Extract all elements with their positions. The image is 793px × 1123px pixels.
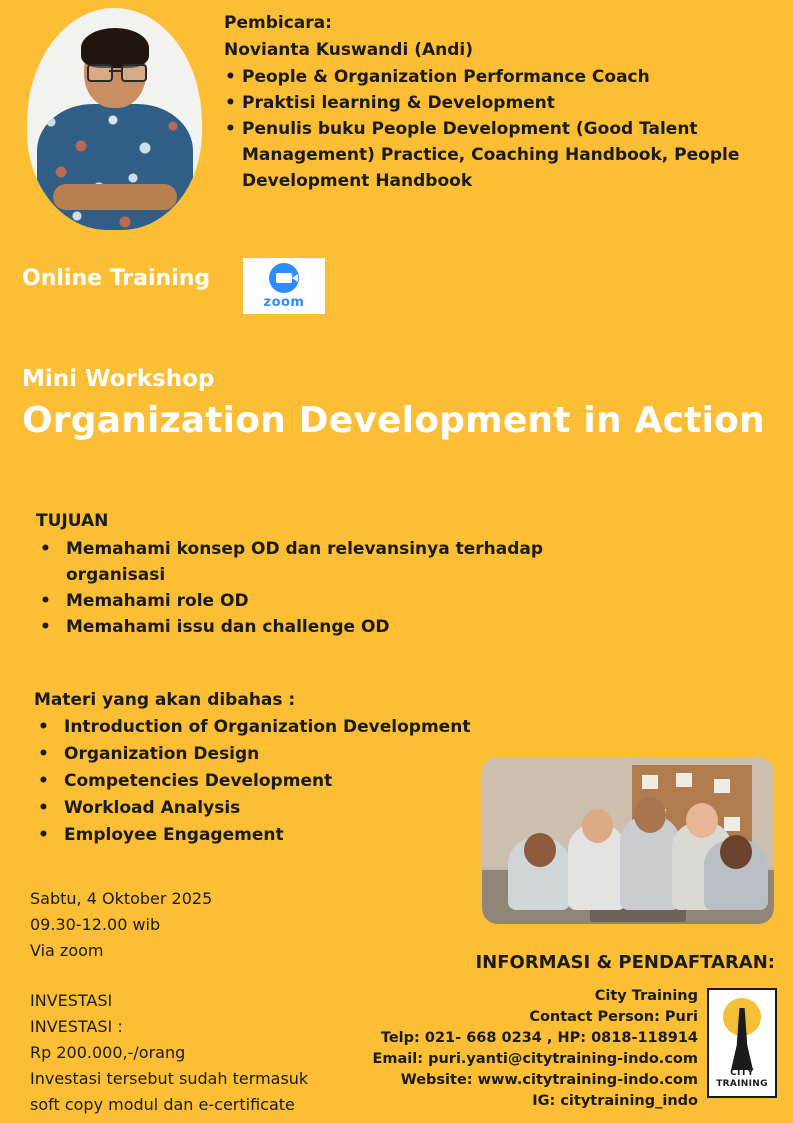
materials-heading: Materi yang akan dibahas : (34, 690, 296, 710)
list-item: • Competencies Development (34, 768, 504, 795)
photo-person-head (634, 797, 666, 833)
sticky-note (642, 775, 658, 789)
investment-heading: INVESTASI (30, 991, 113, 1010)
speaker-label: Pembicara: (224, 13, 332, 33)
email-address[interactable]: Email: puri.yanti@citytraining-indo.com (372, 1051, 698, 1067)
glasses-bridge (109, 70, 121, 72)
photo-person-head (720, 835, 752, 869)
objectives-list (36, 536, 556, 640)
sticky-note (724, 817, 740, 831)
list-item: • Memahami issu dan challenge OD (36, 614, 556, 640)
website-url[interactable]: Website: www.citytraining-indo.com (400, 1072, 698, 1088)
speaker-shirt (37, 104, 193, 230)
photo-person-head (582, 809, 613, 843)
online-training-label: Online Training (22, 266, 211, 291)
sticky-note (714, 779, 730, 793)
list-item: • People & Organization Performance Coach (224, 64, 764, 90)
zoom-wordmark: zoom (263, 294, 305, 310)
team-photo (482, 757, 774, 924)
schedule-date: Sabtu, 4 Oktober 2025 (30, 889, 213, 908)
company-name: City Training (594, 988, 698, 1004)
registration-details (278, 986, 698, 1112)
schedule-block (30, 886, 212, 964)
phone-number: Telp: 021- 668 0234 , HP: 0818-118914 (380, 1030, 698, 1046)
photo-person-head (524, 833, 556, 867)
materials-list (34, 714, 504, 849)
photo-person-head (686, 803, 718, 838)
schedule-time: 09.30-12.00 wib (30, 915, 161, 934)
registration-title: INFORMASI & PENDAFTARAN: (475, 952, 775, 973)
instagram-handle[interactable]: IG: citytraining_indo (532, 1093, 698, 1109)
logo-text: CITY TRAINING (716, 1068, 768, 1089)
glasses-right-lens (121, 64, 147, 82)
list-item: • Memahami konsep OD dan relevansinya terhadap organisasi (36, 536, 556, 588)
list-item: • Employee Engagement (34, 822, 504, 849)
contact-person: Contact Person: Puri (529, 1009, 698, 1025)
camera-glyph (276, 273, 292, 283)
list-item: • Praktisi learning & Development (224, 90, 764, 116)
investment-block (30, 988, 308, 1118)
city-training-logo (707, 988, 777, 1098)
page-title: Organization Development in Action (22, 400, 765, 441)
title-kicker: Mini Workshop (22, 366, 215, 392)
speaker-credentials-list (224, 64, 764, 194)
speaker-photo (27, 8, 202, 230)
objectives-heading: TUJUAN (36, 511, 109, 531)
investment-note-1: Investasi tersebut sudah termasuk (30, 1069, 309, 1088)
list-item: • Workload Analysis (34, 795, 504, 822)
zoom-camera-icon (269, 263, 299, 293)
speaker-info (224, 10, 764, 194)
schedule-venue: Via zoom (30, 941, 104, 960)
speaker-hair (81, 28, 149, 68)
list-item: • Memahami role OD (36, 588, 556, 614)
investment-note-2: soft copy modul dan e-certificate (30, 1095, 295, 1114)
list-item: • Penulis buku People Development (Good Talent Management) Practice, Coaching Handbook, People Development Handbook (224, 116, 764, 194)
speaker-photo-illustration (27, 8, 202, 230)
sticky-note (676, 773, 692, 787)
investment-price: Rp 200.000,-/orang (30, 1043, 186, 1062)
list-item: • Introduction of Organization Development (34, 714, 504, 741)
batik-pattern (37, 104, 193, 230)
investment-label: INVESTASI : (30, 1017, 123, 1036)
list-item: • Organization Design (34, 741, 504, 768)
glasses-left-lens (87, 64, 113, 82)
speaker-name: Novianta Kuswandi (Andi) (224, 40, 473, 60)
zoom-logo (243, 258, 325, 314)
speaker-arms (53, 184, 177, 210)
